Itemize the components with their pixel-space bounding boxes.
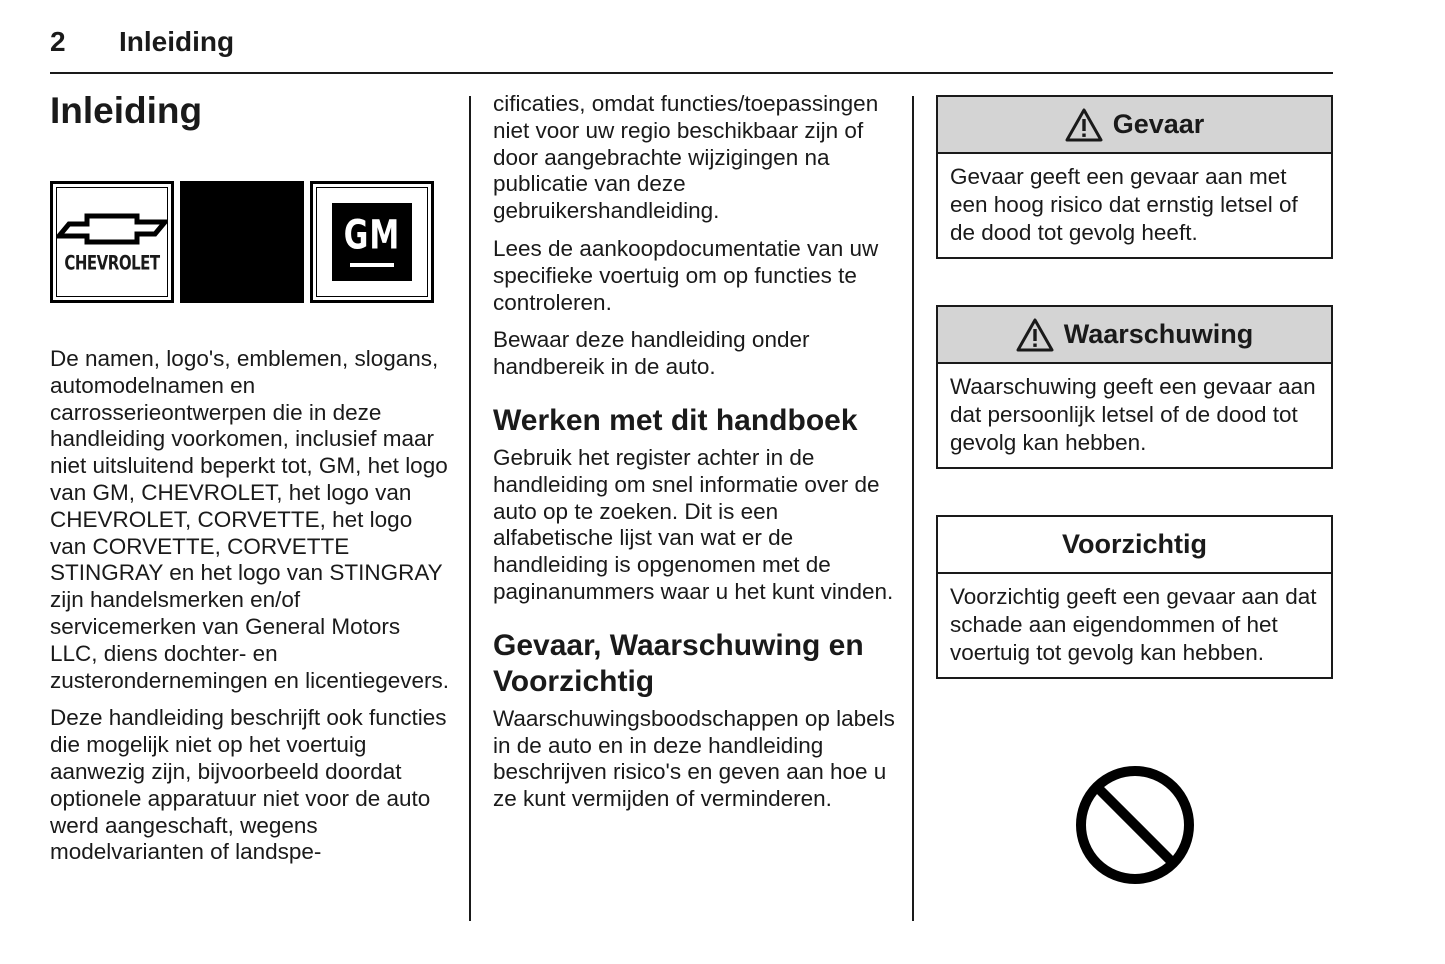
notice-danger xyxy=(936,95,1333,259)
warning-triangle-icon xyxy=(1016,318,1054,352)
section-heading-handbook: Werken met dit handboek xyxy=(493,403,858,437)
column-divider xyxy=(912,96,914,921)
column-divider xyxy=(469,96,471,921)
notice-warning-header xyxy=(938,307,1331,364)
handbook-paragraph: Gebruik het register achter in de handleiding om snel informatie over de auto op te zoeken. Dit is een alfabetische lijst van wat er de handleiding is opgenomen met de paginanummers waar u het kunt vinden. xyxy=(493,444,894,604)
notice-caution-title: Voorzichtig xyxy=(1062,529,1207,559)
features-paragraph: Deze handleiding beschrijft ook functies die mogelijk niet op het voertuig aanwezig zijn, bijvoorbeeld doordat optionele apparatuur niet voor de auto werd aangeschaft, wegens modelvarianten of landspe- xyxy=(50,705,447,865)
column-2 xyxy=(493,91,898,824)
notice-caution-text: Voorzichtig geeft een gevaar aan dat schade aan eigendommen of het voertuig tot gevolg kan hebben. xyxy=(950,584,1317,665)
chevrolet-wordmark: CHEVROLET xyxy=(64,251,160,275)
notice-danger-text: Gevaar geeft een gevaar aan met een hoog risico dat ernstig letsel of de dood tot gevolg heeft. xyxy=(950,164,1298,245)
notice-danger-title: Gevaar xyxy=(1112,109,1205,139)
chevrolet-logo xyxy=(50,181,174,303)
gm-logo xyxy=(310,181,434,303)
prohibition-icon xyxy=(1073,763,1197,887)
page-number: 2 xyxy=(50,26,66,57)
notice-danger-header xyxy=(938,97,1331,154)
column-1 xyxy=(50,88,450,877)
black-logo-panel xyxy=(180,181,304,303)
warning-triangle-icon xyxy=(1065,108,1103,142)
page-header xyxy=(50,26,1333,74)
notice-caution xyxy=(936,515,1333,679)
notice-warning-title: Waarschuwing xyxy=(1063,319,1254,349)
trademark-paragraph: De namen, logo's, emblemen, slogans, automodelnamen en carrosserieontwerpen die in deze handleiding voorkomen, inclusief maar niet uitsluitend beperkt tot, GM, het logo van GM, CHEVROLET, het logo van CHEVROLET, CORVETTE, het logo van CORVETTE, CORVETTE STINGRAY en het logo van STINGRAY zijn handelsmerken en/of servicemerken van General Motors LLC, diens dochter- en zusterondernemingen en licentiegevers. xyxy=(50,346,449,693)
gm-logo-square xyxy=(332,203,412,281)
column-3 xyxy=(936,95,1333,725)
continued-paragraph: cificaties, omdat functies/toepassingen niet voor uw regio beschikbaar zijn of door aangebrachte wijzigingen na publicatie van deze gebruikershandleiding. xyxy=(493,91,879,224)
running-head-title: Inleiding xyxy=(119,26,235,57)
notice-caution-header xyxy=(938,517,1331,574)
purchase-docs-paragraph: Lees de aankoopdocumentatie van uw specifieke voertuig om op functies te controleren. xyxy=(493,235,879,315)
gm-wordmark: GM xyxy=(343,211,401,259)
page-title: Inleiding xyxy=(50,90,203,131)
keep-manual-paragraph: Bewaar deze handleiding onder handbereik in de auto. xyxy=(493,327,810,380)
brand-logos xyxy=(50,181,450,303)
notice-warning xyxy=(936,305,1333,469)
bowtie-icon xyxy=(57,212,167,246)
section-heading-warnings: Gevaar, Waarschuwing en Voorzichtig xyxy=(493,628,864,698)
notice-warning-text: Waarschuwing geeft een gevaar aan dat persoonlijk letsel of de dood tot gevolg kan hebben. xyxy=(950,374,1316,455)
gm-underline xyxy=(350,263,394,267)
warnings-paragraph: Waarschuwingsboodschappen op labels in de auto en in deze handleiding beschrijven risico's en geven aan hoe u ze kunt vermijden of verminderen. xyxy=(493,705,895,812)
